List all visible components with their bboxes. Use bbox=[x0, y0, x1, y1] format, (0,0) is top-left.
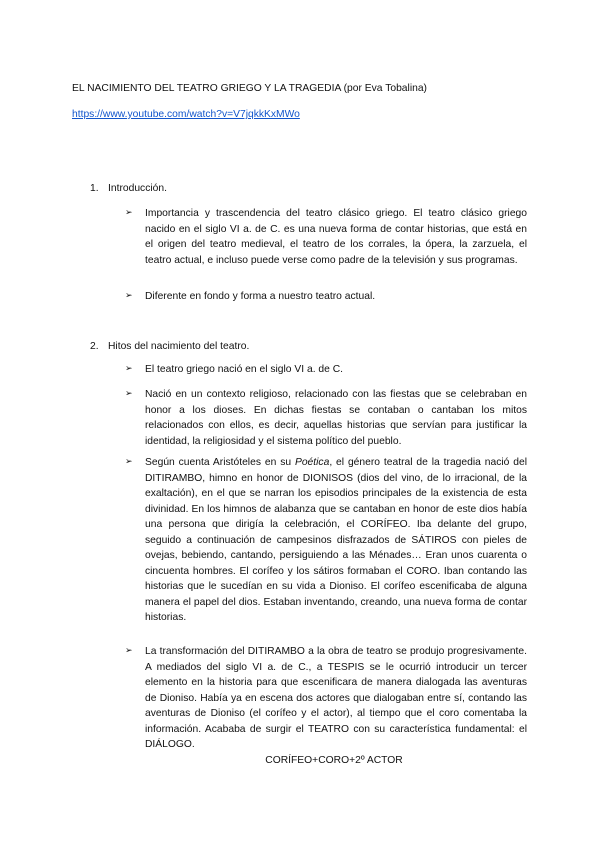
arrow-bullet-icon: ➢ bbox=[125, 389, 133, 399]
list-item bbox=[125, 455, 527, 626]
list-item bbox=[125, 206, 527, 268]
arrow-bullet-icon: ➢ bbox=[125, 646, 133, 656]
list-item bbox=[125, 362, 527, 378]
bullet-text-part: Según cuenta Aristóteles en su bbox=[145, 457, 295, 468]
section-heading-introduccion bbox=[90, 181, 167, 197]
bullet-text bbox=[145, 455, 527, 626]
section-number: 2. bbox=[90, 341, 99, 352]
arrow-bullet-icon: ➢ bbox=[125, 208, 133, 218]
youtube-link[interactable]: https://www.youtube.com/watch?v=V7jqkkKxMWo bbox=[72, 109, 300, 120]
formula-line: CORÍFEO+CORO+2º ACTOR bbox=[265, 755, 403, 766]
bullet-text-part: , el género teatral de la tragedia nació del DITIRAMBO, himno en honor de DIONISOS (dios del vino, de lo irracional, de la exaltación), en el que se narran los episodios principales de la existencia de esta divinidad. En los himnos de alabanza que se cantaban en honor de este dios había una persona que dirigía la celebración, el CORÍFEO. Iba delante del grupo, seguido a continuación de campesinos disfrazados de SÁTIROS con pieles de ovejas, bebiendo, cantando, persiguiendo a las Ménades… Eran unos cuarenta o cincuenta hombres. El corífeo y los sátiros formaban el CORO. Iban contando las historias que le sucedían en su vida a Dioniso. El corífeo escenificaba de alguna manera el papel del dios. Estaban inventando, creando, una nueva forma de contar historias. bbox=[145, 457, 527, 623]
section-title: Introducción. bbox=[108, 183, 167, 194]
bullet-text: Nació en un contexto religioso, relacionado con las fiestas que se celebraban en honor a los dioses. En dichas fiestas se contaban o cantaban los mitos relacionados con ellos, es decir, aquellas historias que servían para justificar la identidad, la religiosidad y el sistema político del pueblo. bbox=[145, 389, 527, 447]
bullet-text: El teatro griego nació en el siglo VI a. de C. bbox=[145, 364, 344, 375]
section-number: 1. bbox=[90, 183, 99, 194]
arrow-bullet-icon: ➢ bbox=[125, 457, 133, 467]
book-title-poetica: Poética bbox=[294, 457, 330, 468]
arrow-bullet-icon: ➢ bbox=[125, 291, 133, 301]
arrow-bullet-icon: ➢ bbox=[125, 364, 133, 374]
section-title: Hitos del nacimiento del teatro. bbox=[108, 341, 250, 352]
bullet-text: Importancia y trascendencia del teatro clásico griego. El teatro clásico griego nacido en el siglo VI a. de C. es una nueva forma de contar historias, que está en el origen del teatro medieval, el teatro de los corrales, la ópera, la zarzuela, el teatro actual, e incluso puede verse como padre de la televisión y sus programas. bbox=[145, 208, 527, 266]
section-heading-hitos bbox=[90, 339, 249, 355]
list-item bbox=[125, 387, 527, 449]
bullet-text: Diferente en fondo y forma a nuestro teatro actual. bbox=[145, 291, 376, 302]
list-item bbox=[125, 289, 527, 305]
list-item bbox=[125, 644, 527, 753]
document-title: EL NACIMIENTO DEL TEATRO GRIEGO Y LA TRAGEDIA (por Eva Tobalina) bbox=[72, 83, 427, 94]
bullet-text: La transformación del DITIRAMBO a la obra de teatro se produjo progresivamente. A mediados del siglo VI a. de C., a TESPIS se le ocurrió introducir un tercer elemento en la historia para que escenificara de manera dialogada las aventuras de Dioniso. Había ya en escena dos actores que dialogaban entre sí, contando las aventuras de Dioniso (el corífeo y el actor), al tiempo que el coro comentaba la información. Acababa de surgir el TEATRO con su característica fundamental: el DIÁLOGO. bbox=[145, 646, 527, 750]
